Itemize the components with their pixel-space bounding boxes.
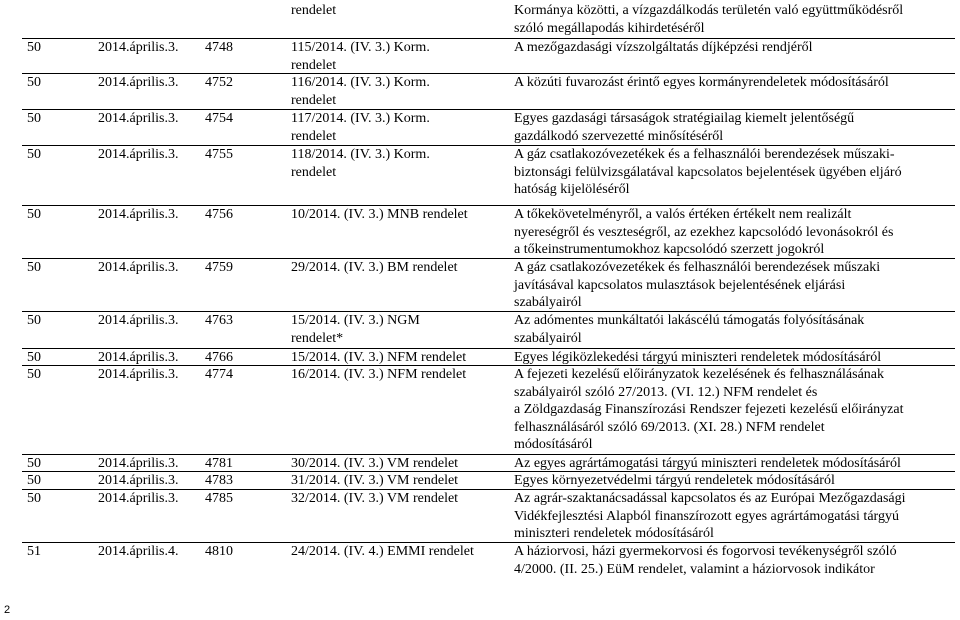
title-line: A tőkekövetelményről, a valós értéken értékelt nem realizált bbox=[514, 207, 852, 222]
issue-number: 50 bbox=[27, 473, 41, 488]
page-reference: 4774 bbox=[205, 367, 233, 382]
legal-act-line: rendelet bbox=[291, 3, 337, 18]
issue-number: 50 bbox=[27, 491, 41, 506]
legal-act-line: 24/2014. (IV. 4.) EMMI rendelet bbox=[291, 544, 474, 559]
title-cell bbox=[514, 2, 954, 37]
title-cell bbox=[514, 312, 954, 347]
page-reference: 4759 bbox=[205, 260, 233, 275]
title-line: gazdálkodó szervezetté minősítéséről bbox=[514, 128, 724, 144]
page-reference: 4755 bbox=[205, 147, 233, 162]
title-line: hatóság kijelöléséről bbox=[514, 182, 630, 197]
legal-act-cell bbox=[291, 206, 468, 224]
title-line: szabályairól bbox=[514, 295, 582, 310]
publication-date: 2014.április.3. bbox=[98, 147, 179, 162]
publication-date: 2014.április.3. bbox=[98, 367, 179, 382]
legal-act-cell bbox=[291, 349, 466, 367]
title-cell bbox=[514, 259, 954, 312]
title-cell bbox=[514, 366, 954, 454]
issue-number: 50 bbox=[27, 350, 41, 365]
title-cell bbox=[514, 206, 954, 259]
issue-number: 51 bbox=[27, 544, 41, 559]
legal-act-cell bbox=[291, 312, 420, 347]
title-line: Az adómentes munkáltatói lakáscélú támogatás folyósításának bbox=[514, 313, 865, 328]
issue-number: 50 bbox=[27, 367, 41, 382]
legal-act-line: 10/2014. (IV. 3.) MNB rendelet bbox=[291, 207, 468, 222]
issue-number: 50 bbox=[27, 260, 41, 275]
publication-date: 2014.április.3. bbox=[98, 75, 179, 90]
legal-act-cell bbox=[291, 74, 430, 109]
legal-act-line: 115/2014. (IV. 3.) Korm. bbox=[291, 40, 430, 55]
page-reference: 4763 bbox=[205, 313, 233, 328]
title-line: szabályairól bbox=[514, 330, 582, 346]
title-line: szóló megállapodás kihirdetéséről bbox=[514, 20, 705, 36]
issue-number: 50 bbox=[27, 147, 41, 162]
page-reference: 4810 bbox=[205, 544, 233, 559]
title-line: A gáz csatlakozóvezetékek és a felhasználói berendezések műszaki- bbox=[514, 147, 895, 162]
title-line: A gáz csatlakozóvezetékek és felhasználói berendezések műszaki bbox=[514, 260, 881, 275]
title-cell bbox=[514, 349, 954, 367]
legal-act-line: rendelet bbox=[291, 57, 337, 73]
issue-number: 50 bbox=[27, 40, 41, 55]
legal-act-line: 29/2014. (IV. 3.) BM rendelet bbox=[291, 260, 458, 275]
legal-act-line: 32/2014. (IV. 3.) VM rendelet bbox=[291, 491, 459, 506]
legal-act-line: 31/2014. (IV. 3.) VM rendelet bbox=[291, 473, 459, 488]
title-line: a Zöldgazdaság Finanszírozási Rendszer fejezeti kezelésű előirányzat bbox=[514, 402, 904, 417]
legal-act-line: rendelet bbox=[291, 164, 337, 180]
title-line: miniszteri rendeletek módosításáról bbox=[514, 526, 714, 541]
legal-act-cell bbox=[291, 146, 430, 181]
page-reference: 4781 bbox=[205, 456, 233, 471]
publication-date: 2014.április.4. bbox=[98, 544, 179, 559]
page-reference: 4783 bbox=[205, 473, 233, 488]
title-line: Egyes légiközlekedési tárgyú miniszteri rendeletek módosításáról bbox=[514, 350, 882, 365]
title-line: a tőkeinstrumentumokhoz kapcsolódó szerzett jogokról bbox=[514, 242, 825, 257]
publication-date: 2014.április.3. bbox=[98, 350, 179, 365]
publication-date: 2014.április.3. bbox=[98, 111, 179, 126]
legal-act-line: 15/2014. (IV. 3.) NGM bbox=[291, 313, 420, 328]
title-cell bbox=[514, 472, 954, 490]
issue-number: 50 bbox=[27, 207, 41, 222]
title-line: A háziorvosi, házi gyermekorvosi és fogorvosi tevékenységről szóló bbox=[514, 544, 897, 559]
publication-date: 2014.április.3. bbox=[98, 207, 179, 222]
title-line: javításával kapcsolatos mulasztások bejelentésének eljárási bbox=[514, 277, 846, 293]
legal-act-line: 30/2014. (IV. 3.) VM rendelet bbox=[291, 456, 459, 471]
publication-date: 2014.április.3. bbox=[98, 456, 179, 471]
title-line: Vidékfejlesztési Alapból finanszírozott egyes agrártámogatási tárgyú bbox=[514, 508, 899, 524]
page-reference: 4766 bbox=[205, 350, 233, 365]
legal-act-line: rendelet* bbox=[291, 330, 344, 346]
title-line: Az egyes agrártámogatási tárgyú miniszteri rendeletek módosításáról bbox=[514, 456, 901, 471]
title-line: Egyes gazdasági társaságok stratégiailag kiemelt jelentőségű bbox=[514, 111, 855, 126]
title-line: szabályairól szóló 27/2013. (VI. 12.) NFM rendelet és bbox=[514, 384, 818, 400]
legal-act-line: rendelet bbox=[291, 92, 337, 108]
legal-act-cell bbox=[291, 2, 336, 20]
legal-act-line: 117/2014. (IV. 3.) Korm. bbox=[291, 111, 430, 126]
title-line: felhasználásáról szóló 69/2013. (XI. 28.) NFM rendelet bbox=[514, 419, 825, 435]
title-cell bbox=[514, 543, 954, 578]
issue-number: 50 bbox=[27, 313, 41, 328]
title-cell bbox=[514, 455, 954, 473]
legal-act-line: 116/2014. (IV. 3.) Korm. bbox=[291, 75, 430, 90]
legal-act-line: 16/2014. (IV. 3.) NFM rendelet bbox=[291, 367, 467, 382]
page-number: 2 bbox=[4, 604, 11, 616]
title-line: 4/2000. (II. 25.) EüM rendelet, valamint a háziorvosok indikátor bbox=[514, 561, 875, 577]
legal-act-line: rendelet bbox=[291, 128, 337, 144]
title-cell bbox=[514, 490, 954, 543]
title-line: A fejezeti kezelésű előirányzatok kezelésének és felhasználásának bbox=[514, 367, 885, 382]
page-reference: 4785 bbox=[205, 491, 233, 506]
title-cell bbox=[514, 146, 954, 199]
issue-number: 50 bbox=[27, 111, 41, 126]
legal-act-cell bbox=[291, 110, 430, 145]
legal-act-line: 118/2014. (IV. 3.) Korm. bbox=[291, 147, 430, 162]
page-reference: 4752 bbox=[205, 75, 233, 90]
title-line: Kormánya közötti, a vízgazdálkodás területén való együttműködésről bbox=[514, 3, 904, 18]
issue-number: 50 bbox=[27, 456, 41, 471]
page-reference: 4756 bbox=[205, 207, 233, 222]
legal-act-cell bbox=[291, 455, 458, 473]
title-line: nyereségről és veszteségről, az ezekhez kapcsolódó levonásokról és bbox=[514, 224, 894, 240]
legal-act-cell bbox=[291, 259, 458, 277]
title-line: módosításáról bbox=[514, 437, 593, 452]
publication-date: 2014.április.3. bbox=[98, 260, 179, 275]
legal-act-line: 15/2014. (IV. 3.) NFM rendelet bbox=[291, 350, 467, 365]
legal-act-cell bbox=[291, 39, 430, 74]
publication-date: 2014.április.3. bbox=[98, 473, 179, 488]
title-cell bbox=[514, 110, 954, 145]
page-reference: 4748 bbox=[205, 40, 233, 55]
title-line: Az agrár-szaktanácsadással kapcsolatos és az Európai Mezőgazdasági bbox=[514, 491, 906, 506]
title-line: biztonsági felülvizsgálatával kapcsolatos bejelentések ügyében eljáró bbox=[514, 164, 902, 180]
title-line: A mezőgazdasági vízszolgáltatás díjképzési rendjéről bbox=[514, 40, 813, 55]
publication-date: 2014.április.3. bbox=[98, 40, 179, 55]
title-cell bbox=[514, 74, 954, 92]
publication-date: 2014.április.3. bbox=[98, 491, 179, 506]
issue-number: 50 bbox=[27, 75, 41, 90]
publication-date: 2014.április.3. bbox=[98, 313, 179, 328]
title-cell bbox=[514, 39, 954, 57]
legal-act-cell bbox=[291, 490, 458, 508]
legal-act-cell bbox=[291, 472, 458, 490]
title-line: Egyes környezetvédelmi tárgyú rendeletek módosításáról bbox=[514, 473, 835, 488]
legal-act-cell bbox=[291, 543, 474, 561]
page-reference: 4754 bbox=[205, 111, 233, 126]
title-line: A közúti fuvarozást érintő egyes kormányrendeletek módosításáról bbox=[514, 75, 889, 90]
legal-act-cell bbox=[291, 366, 466, 384]
